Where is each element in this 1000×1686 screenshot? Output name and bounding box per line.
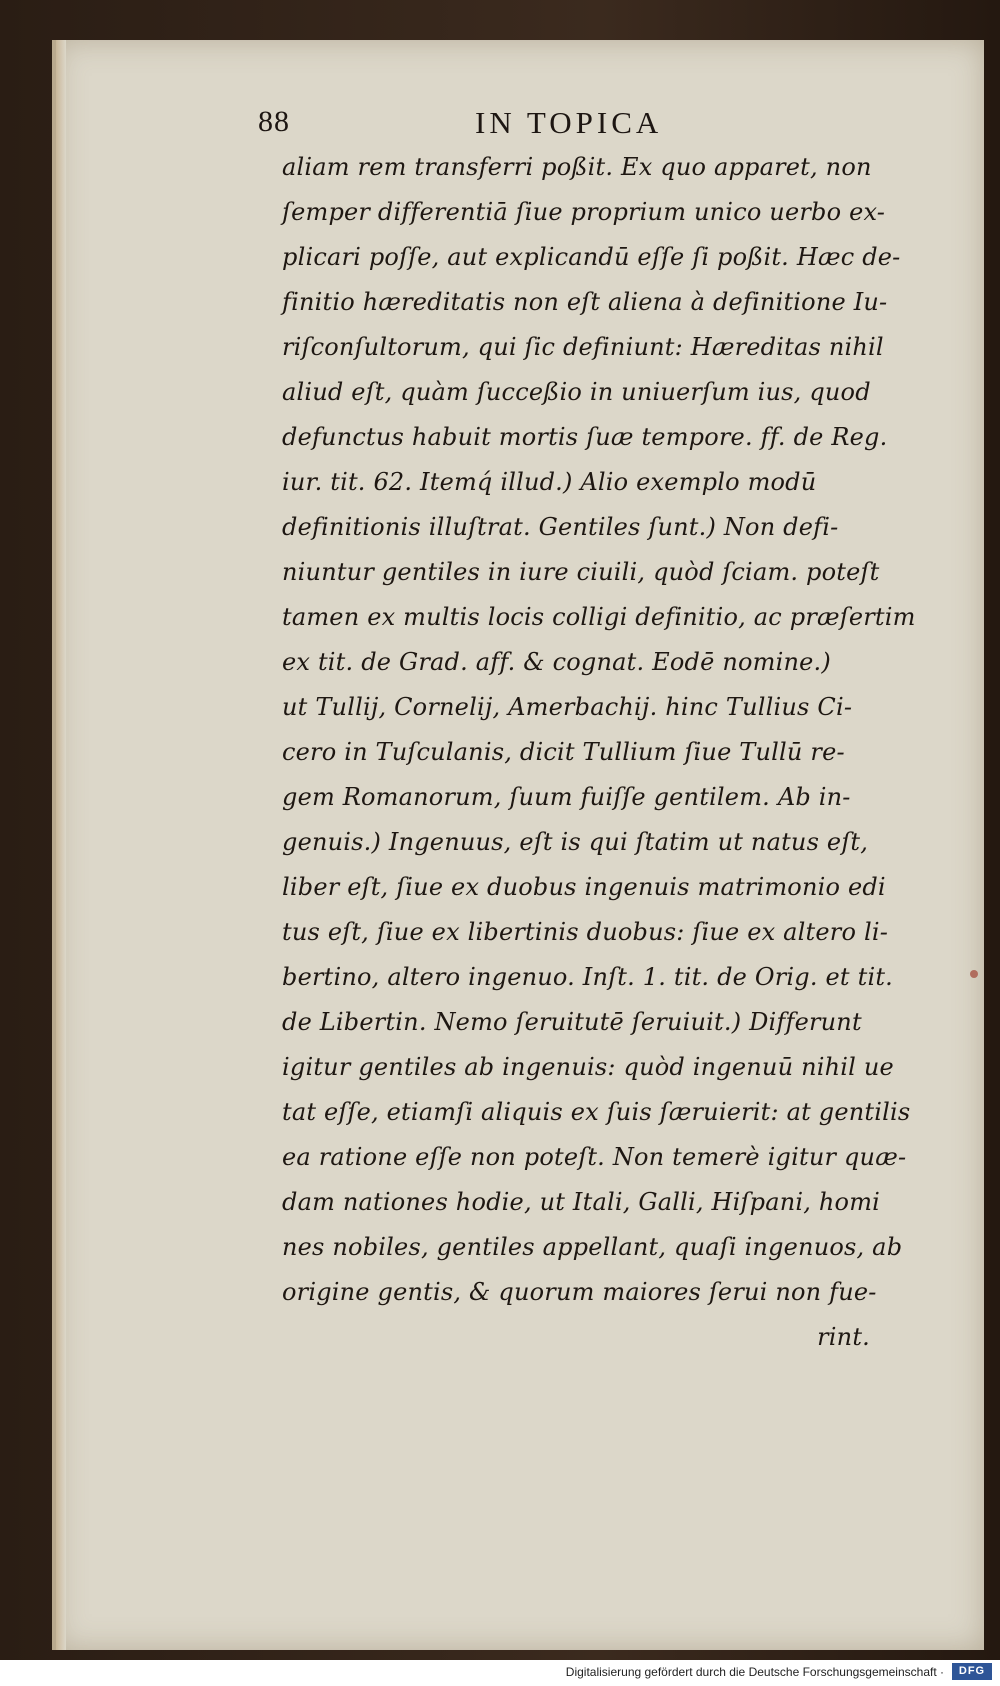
text-line: ea ratione eſſe non poteſt. Non temerè igitur quæ- — [282, 1143, 907, 1171]
paper-stain — [970, 970, 978, 978]
text-line: niuntur gentiles in iure ciuili, quòd ſciam. poteſt — [282, 558, 880, 586]
text-line: dam nationes hodie, ut Itali, Galli, Hiſpani, homi — [282, 1188, 881, 1216]
dfg-logo: DFG — [952, 1663, 992, 1680]
catchword: rint. — [817, 1323, 870, 1351]
text-line: de Libertin. Nemo ſeruitutē ſeruiuit.) Differunt — [282, 1008, 862, 1036]
text-line: origine gentis, & quorum maiores ſerui non fue- — [282, 1278, 877, 1306]
text-line: defunctus habuit mortis ſuæ tempore. ff. de Reg. — [282, 423, 888, 451]
text-line: ut Tullij, Cornelij, Amerbachij. hinc Tullius Ci- — [282, 693, 853, 721]
body-text — [282, 145, 962, 1360]
text-line: ex tit. de Grad. aff. & cognat. Eodē nomine.) — [282, 648, 831, 676]
page-gutter-edge — [56, 40, 66, 1650]
text-line: ſemper differentiā ſiue proprium unico uerbo ex- — [282, 198, 886, 226]
footer-bar — [0, 1660, 1000, 1686]
text-line: genuis.) Ingenuus, eſt is qui ſtatim ut natus eſt, — [282, 828, 869, 856]
text-line: finitio hæreditatis non eſt aliena à definitione Iu- — [282, 288, 888, 316]
funding-credit: Digitalisierung gefördert durch die Deutsche Forschungsgemeinschaft · — [565, 1665, 944, 1679]
text-line: nes nobiles, gentiles appellant, quaſi ingenuos, ab — [282, 1233, 903, 1261]
text-line: tus eſt, ſiue ex libertinis duobus: ſiue ex altero li- — [282, 918, 889, 946]
page-header — [258, 105, 768, 145]
text-line: iur. tit. 62. Itemq́ illud.) Alio exemplo modū — [282, 468, 817, 496]
text-line: igitur gentiles ab ingenuis: quòd ingenuū nihil ue — [282, 1053, 894, 1081]
text-line: bertino, altero ingenuo. Inſt. 1. tit. de Orig. et tit. — [282, 963, 893, 991]
text-line: definitionis illuſtrat. Gentiles ſunt.) Non defi- — [282, 513, 839, 541]
text-line: tat eſſe, etiamſi aliquis ex ſuis ſæruierit: at gentilis — [282, 1098, 911, 1126]
text-line: gem Romanorum, ſuum fuiſſe gentilem. Ab in- — [282, 783, 851, 811]
text-line: aliud eſt, quàm ſucceßio in uniuerſum ius, quod — [282, 378, 871, 406]
text-line: liber eſt, ſiue ex duobus ingenuis matrimonio edi — [282, 873, 886, 901]
text-line: plicari poſſe, aut explicandū eſſe ſi poßit. Hæc de- — [282, 243, 901, 271]
running-title: IN TOPICA — [475, 105, 663, 140]
text-line: riſconſultorum, qui ſic definiunt: Hæreditas nihil — [282, 333, 884, 361]
text-line: tamen ex multis locis colligi definitio, ac præſertim — [282, 603, 916, 631]
text-line: aliam rem transferri poßit. Ex quo apparet, non — [282, 153, 872, 181]
page-number: 88 — [258, 105, 290, 138]
text-line: cero in Tuſculanis, dicit Tullium ſiue Tullū re- — [282, 738, 845, 766]
